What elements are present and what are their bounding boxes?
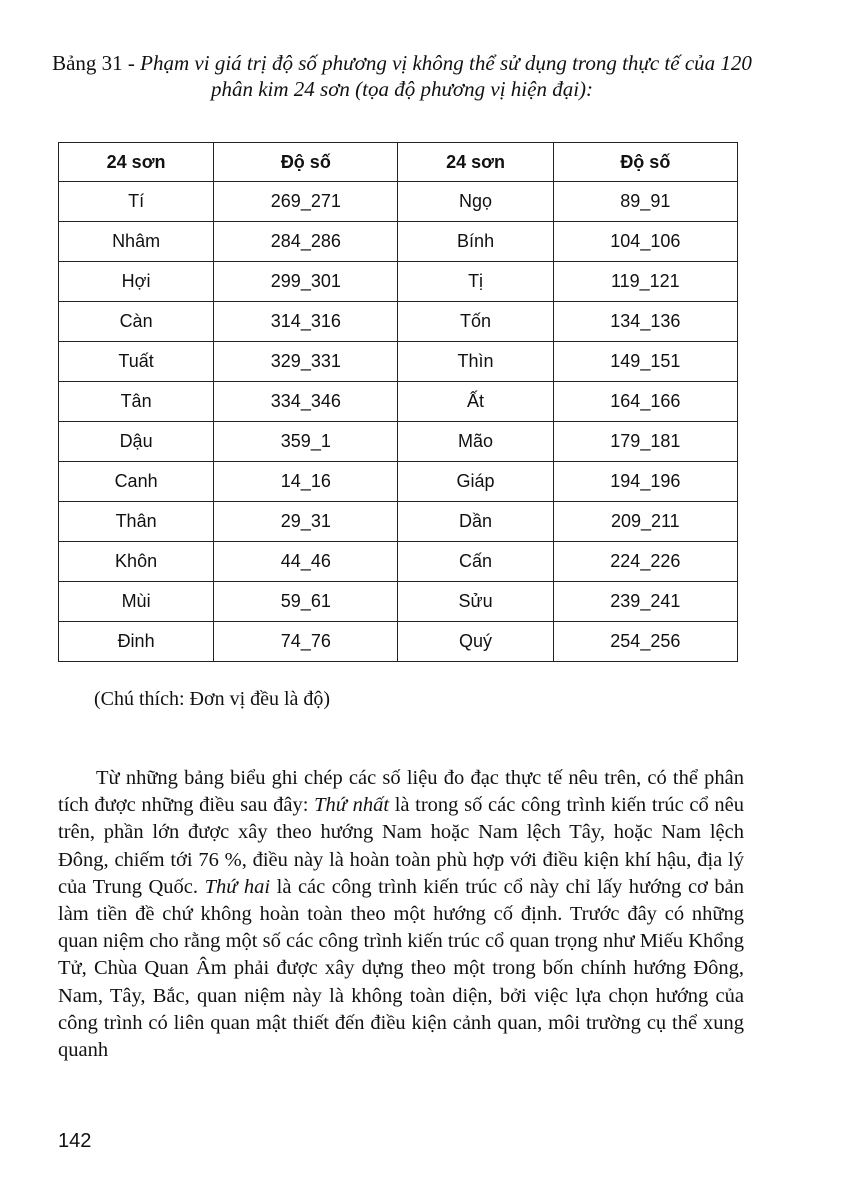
table-row bbox=[59, 622, 738, 662]
mountain-name-cell: Mùi bbox=[59, 582, 214, 622]
mountain-name-cell: Thìn bbox=[398, 342, 553, 382]
degree-range-cell: 269_271 bbox=[214, 182, 398, 222]
degree-range-cell: 29_31 bbox=[214, 502, 398, 542]
mountain-name-cell: Ngọ bbox=[398, 182, 553, 222]
mountain-name-cell: Quý bbox=[398, 622, 553, 662]
degree-range-cell: 239_241 bbox=[553, 582, 737, 622]
degree-range-cell: 89_91 bbox=[553, 182, 737, 222]
header-cell: 24 sơn bbox=[59, 143, 214, 182]
caption-lead: Bảng 31 - bbox=[52, 51, 141, 75]
table-row bbox=[59, 262, 738, 302]
mountain-name-cell: Nhâm bbox=[59, 222, 214, 262]
degree-range-cell: 164_166 bbox=[553, 382, 737, 422]
table-row bbox=[59, 502, 738, 542]
degree-range-cell: 359_1 bbox=[214, 422, 398, 462]
mountain-name-cell: Đinh bbox=[59, 622, 214, 662]
mountain-name-cell: Hợi bbox=[59, 262, 214, 302]
degree-range-cell: 299_301 bbox=[214, 262, 398, 302]
degree-range-cell: 104_106 bbox=[553, 222, 737, 262]
mountain-name-cell: Canh bbox=[59, 462, 214, 502]
degree-range-cell: 74_76 bbox=[214, 622, 398, 662]
table-row bbox=[59, 342, 738, 382]
table-note: (Chú thích: Đơn vị đều là độ) bbox=[94, 688, 331, 710]
degree-range-cell: 179_181 bbox=[553, 422, 737, 462]
table-row bbox=[59, 462, 738, 502]
mountain-name-cell: Cấn bbox=[398, 542, 553, 582]
mountain-name-cell: Sửu bbox=[398, 582, 553, 622]
degree-range-cell: 119_121 bbox=[553, 262, 737, 302]
body-segment: Từ những bảng biểu ghi chép các số liệu đo đạc thực tế nêu trên, có thể phân tích được những điều sau đây: bbox=[58, 767, 744, 817]
mountain-name-cell: Tị bbox=[398, 262, 553, 302]
degree-range-cell: 334_346 bbox=[214, 382, 398, 422]
degree-range-cell: 284_286 bbox=[214, 222, 398, 262]
table-row bbox=[59, 182, 738, 222]
mountain-name-cell: Thân bbox=[59, 502, 214, 542]
mountain-name-cell: Tân bbox=[59, 382, 214, 422]
mountain-name-cell: Tuất bbox=[59, 342, 214, 382]
mountain-name-cell: Khôn bbox=[59, 542, 214, 582]
degree-range-cell: 209_211 bbox=[553, 502, 737, 542]
degree-range-cell: 44_46 bbox=[214, 542, 398, 582]
mountain-name-cell: Mão bbox=[398, 422, 553, 462]
degree-range-cell: 14_16 bbox=[214, 462, 398, 502]
body-paragraph bbox=[58, 765, 744, 1064]
table-row bbox=[59, 422, 738, 462]
mountain-name-cell: Tí bbox=[59, 182, 214, 222]
mountain-name-cell: Càn bbox=[59, 302, 214, 342]
degree-range-cell: 59_61 bbox=[214, 582, 398, 622]
header-cell: 24 sơn bbox=[398, 143, 553, 182]
table-row bbox=[59, 582, 738, 622]
table-caption bbox=[52, 50, 752, 102]
table-row bbox=[59, 542, 738, 582]
mountain-name-cell: Dậu bbox=[59, 422, 214, 462]
header-cell: Độ số bbox=[214, 143, 398, 182]
table-body bbox=[59, 182, 738, 662]
mountain-name-cell: Giáp bbox=[398, 462, 553, 502]
mountain-name-cell: Tốn bbox=[398, 302, 553, 342]
table-row bbox=[59, 222, 738, 262]
direction-degree-table bbox=[58, 142, 738, 662]
caption-description: Phạm vi giá trị độ số phương vị không thể sử dụng trong thực tế của 120 phân kim 24 sơn (tọa độ phương vị hiện đại): bbox=[140, 51, 752, 101]
degree-range-cell: 134_136 bbox=[553, 302, 737, 342]
degree-range-cell: 149_151 bbox=[553, 342, 737, 382]
degree-range-cell: 314_316 bbox=[214, 302, 398, 342]
mountain-name-cell: Dần bbox=[398, 502, 553, 542]
body-segment: là các công trình kiến trúc cổ này chỉ lấy hướng cơ bản làm tiền đề chứ không hoàn toàn theo một hướng cố định. Trước đây có những quan niệm cho rằng một số các công trình kiến trúc cổ quan trọng như Miếu Khổng Tử, Chùa Quan Âm phải được xây dựng theo một trong bốn chính hướng Đông, Nam, Tây, Bắc, quan niệm này là không toàn diện, bởi việc lựa chọn hướng của công trình có liên quan mật thiết đến điều kiện cảnh quan, môi trường cụ thể xung quanh bbox=[58, 875, 745, 1062]
table-header-row bbox=[59, 143, 738, 182]
degree-range-cell: 254_256 bbox=[553, 622, 737, 662]
mountain-name-cell: Bính bbox=[398, 222, 553, 262]
header-cell: Độ số bbox=[553, 143, 737, 182]
mountain-name-cell: Ất bbox=[398, 382, 553, 422]
degree-range-cell: 329_331 bbox=[214, 342, 398, 382]
table-row bbox=[59, 302, 738, 342]
body-emphasis: Thứ hai bbox=[204, 875, 271, 898]
table-row bbox=[59, 382, 738, 422]
body-emphasis: Thứ nhất bbox=[314, 794, 390, 817]
body-segment: là trong số các công trình kiến trúc cổ nêu trên, phần lớn được xây theo hướng Nam hoặc Nam lệch Tây, hoặc Nam lệch Đông, chiếm tới 76 %, điều này là hoàn toàn phù hợp với điều kiện khí hậu, địa lý của Trung Quốc. bbox=[58, 794, 744, 898]
degree-range-cell: 194_196 bbox=[553, 462, 737, 502]
page-number: 142 bbox=[58, 1130, 92, 1152]
degree-range-cell: 224_226 bbox=[553, 542, 737, 582]
